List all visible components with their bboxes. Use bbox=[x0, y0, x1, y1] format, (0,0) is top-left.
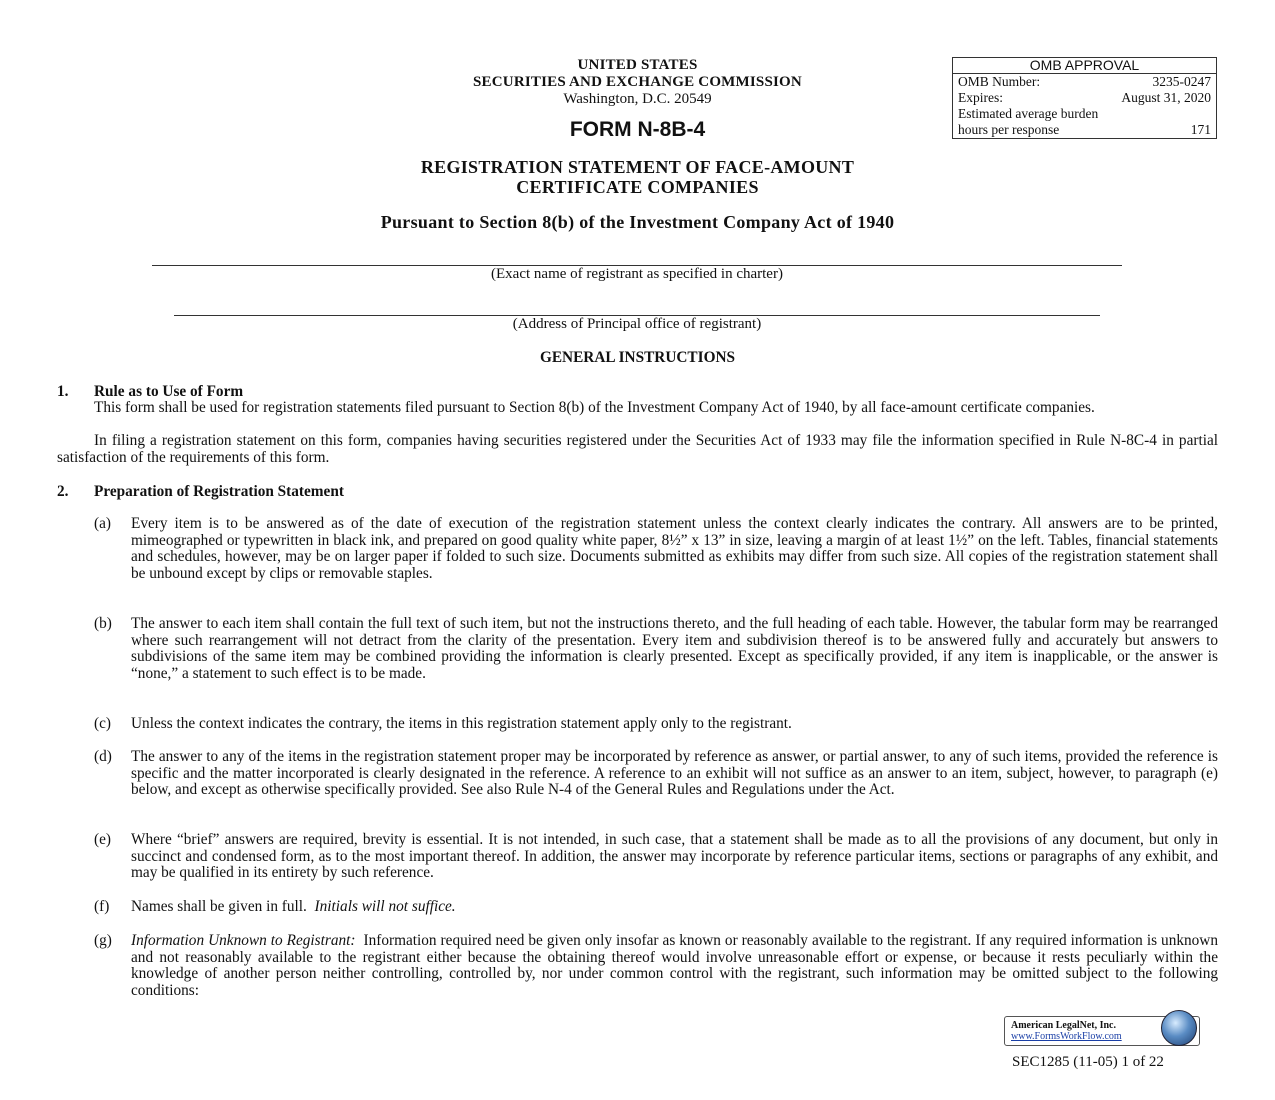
section-1-number: 1. bbox=[57, 383, 69, 400]
section-1-heading: Rule as to Use of Form bbox=[94, 383, 244, 400]
omb-burden-value: 171 bbox=[1190, 122, 1211, 137]
omb-number-label: OMB Number: bbox=[958, 74, 1041, 89]
registrant-name-caption: (Exact name of registrant as specified in charter) bbox=[491, 266, 783, 282]
instruction-item-e bbox=[94, 832, 1218, 882]
omb-burden-line: Estimated average burden bbox=[958, 106, 1099, 121]
omb-approval-box bbox=[952, 57, 1217, 139]
instruction-item-d bbox=[94, 749, 1218, 799]
item-label: (d) bbox=[94, 748, 112, 765]
item-text: The answer to each item shall contain the full text of such item, but not the instructions thereto, and the full heading of each table. However, the tabular form may be rearranged where such rearrangement will not detract from the clarity of the presentation. Every item and subdivision thereof is to be answered fully and accurately but answers to subdivisions of the same item may be combined providing the information is clearly presented. Except as specifically provided, if any item is inapplicable, or the answer is “none,” a statement to such effect is to be made. bbox=[131, 615, 1218, 683]
item-text-wrap bbox=[131, 899, 1218, 916]
item-label: (e) bbox=[94, 831, 111, 848]
omb-expires-value: August 31, 2020 bbox=[1121, 90, 1211, 105]
globe-icon bbox=[1161, 1010, 1197, 1046]
section-2-heading: Preparation of Registration Statement bbox=[94, 483, 344, 500]
section-2-number: 2. bbox=[57, 483, 69, 500]
instruction-item-f bbox=[94, 899, 1218, 916]
omb-expires-row bbox=[953, 90, 1216, 106]
logo-url-link[interactable]: www.FormsWorkFlow.com bbox=[1011, 1031, 1122, 1042]
section-1-para-1: This form shall be used for registration statements filed pursuant to Section 8(b) of the Investment Company Act of 1940, by all face-amount certificate companies. bbox=[94, 399, 1095, 416]
omb-burden-row-1 bbox=[953, 106, 1216, 122]
omb-burden-label: hours per response bbox=[958, 122, 1060, 137]
item-label: (a) bbox=[94, 515, 111, 532]
omb-burden-row-2 bbox=[953, 122, 1216, 138]
item-text: Where “brief” answers are required, brevity is essential. It is not intended, in such case, that a statement shall be made as to all the provisions of any document, but only in succinct and condensed form, as to the most important thereof. In addition, the answer may incorporate by reference particular items, sections or paragraphs of any exhibit, and may be qualified in its entirety by such reference. bbox=[131, 831, 1218, 882]
general-instructions-heading: GENERAL INSTRUCTIONS bbox=[539, 349, 736, 366]
logo-company: American LegalNet, Inc. bbox=[1011, 1020, 1116, 1031]
item-label: (b) bbox=[94, 615, 112, 632]
item-label: (g) bbox=[94, 932, 112, 949]
page-footer: SEC1285 (11-05) 1 of 22 bbox=[1012, 1054, 1164, 1070]
agency-address: Washington, D.C. 20549 bbox=[563, 91, 712, 107]
registrant-address-caption: (Address of Principal office of registrant) bbox=[512, 316, 762, 332]
american-legalnet-logo[interactable] bbox=[1004, 1016, 1200, 1046]
section-1-para-2: In filing a registration statement on this form, companies having securities registered under the Securities Act of 1933 may file the information specified in Rule N-8C-4 in partial satisfaction of the requirements of this form. bbox=[57, 432, 1218, 466]
agency-line-1: UNITED STATES bbox=[577, 57, 698, 73]
form-title: FORM N-8B-4 bbox=[569, 118, 706, 141]
item-label: (c) bbox=[94, 715, 111, 732]
pursuant-line: Pursuant to Section 8(b) of the Investment Company Act of 1940 bbox=[380, 212, 895, 232]
omb-number-value: 3235-0247 bbox=[1152, 74, 1211, 89]
item-emphasis: Information Unknown to Registrant: bbox=[131, 932, 356, 949]
omb-number-row bbox=[953, 74, 1216, 90]
instruction-item-b bbox=[94, 616, 1218, 683]
item-emphasis: Initials will not suffice. bbox=[314, 898, 456, 915]
item-text: Unless the context indicates the contrary, the items in this registration statement apply only to the registrant. bbox=[131, 715, 792, 732]
item-text: Information required need be given only insofar as known or reasonably available to the registrant. If any required information is unknown and not reasonably available to the registrant either because the obtaining thereof would involve unreasonable effort or expense, or because it rests peculiarly within the knowledge of another person neither controlling, controlled by, nor under common control with the registrant, such information may be omitted subject to the following conditions: bbox=[131, 932, 1218, 1000]
item-text: Every item is to be answered as of the date of execution of the registration statement unless the context clearly indicates the contrary. All answers are to be printed, mimeographed or typewritten in black ink, and prepared on good quality white paper, 8½” x 13” in size, leaving a margin of at least 1½” on the left. Tables, financial statements and schedules, however, may be on larger paper if folded to such size. Documents submitted as exhibits may differ from such size. All copies of the registration statement shall be unbound except by clips or removable staples. bbox=[131, 515, 1218, 583]
logo-text bbox=[1005, 1020, 1161, 1042]
omb-expires-label: Expires: bbox=[958, 90, 1003, 105]
omb-title: OMB APPROVAL bbox=[953, 58, 1216, 74]
instruction-item-g bbox=[94, 933, 1218, 1000]
item-text: The answer to any of the items in the registration statement proper may be incorporated by reference as answer, or partial answer, to any of such items, provided the reference is specific and the matter incorporated is clearly designated in the reference. A reference to an exhibit will not suffice as an answer to an item, subject, however, to paragraph (e) below, and except as otherwise specifically provided. See also Rule N-4 of the General Rules and Regulations under the Act. bbox=[131, 748, 1218, 799]
instruction-item-a bbox=[94, 516, 1218, 583]
statement-title-2: CERTIFICATE COMPANIES bbox=[516, 177, 759, 197]
agency-line-2: SECURITIES AND EXCHANGE COMMISSION bbox=[473, 74, 802, 90]
statement-title-1: REGISTRATION STATEMENT OF FACE-AMOUNT bbox=[420, 157, 855, 177]
item-text: Names shall be given in full. bbox=[131, 898, 307, 915]
instruction-item-c bbox=[94, 716, 1218, 733]
item-label: (f) bbox=[94, 898, 110, 915]
item-text-wrap bbox=[131, 933, 1218, 1000]
